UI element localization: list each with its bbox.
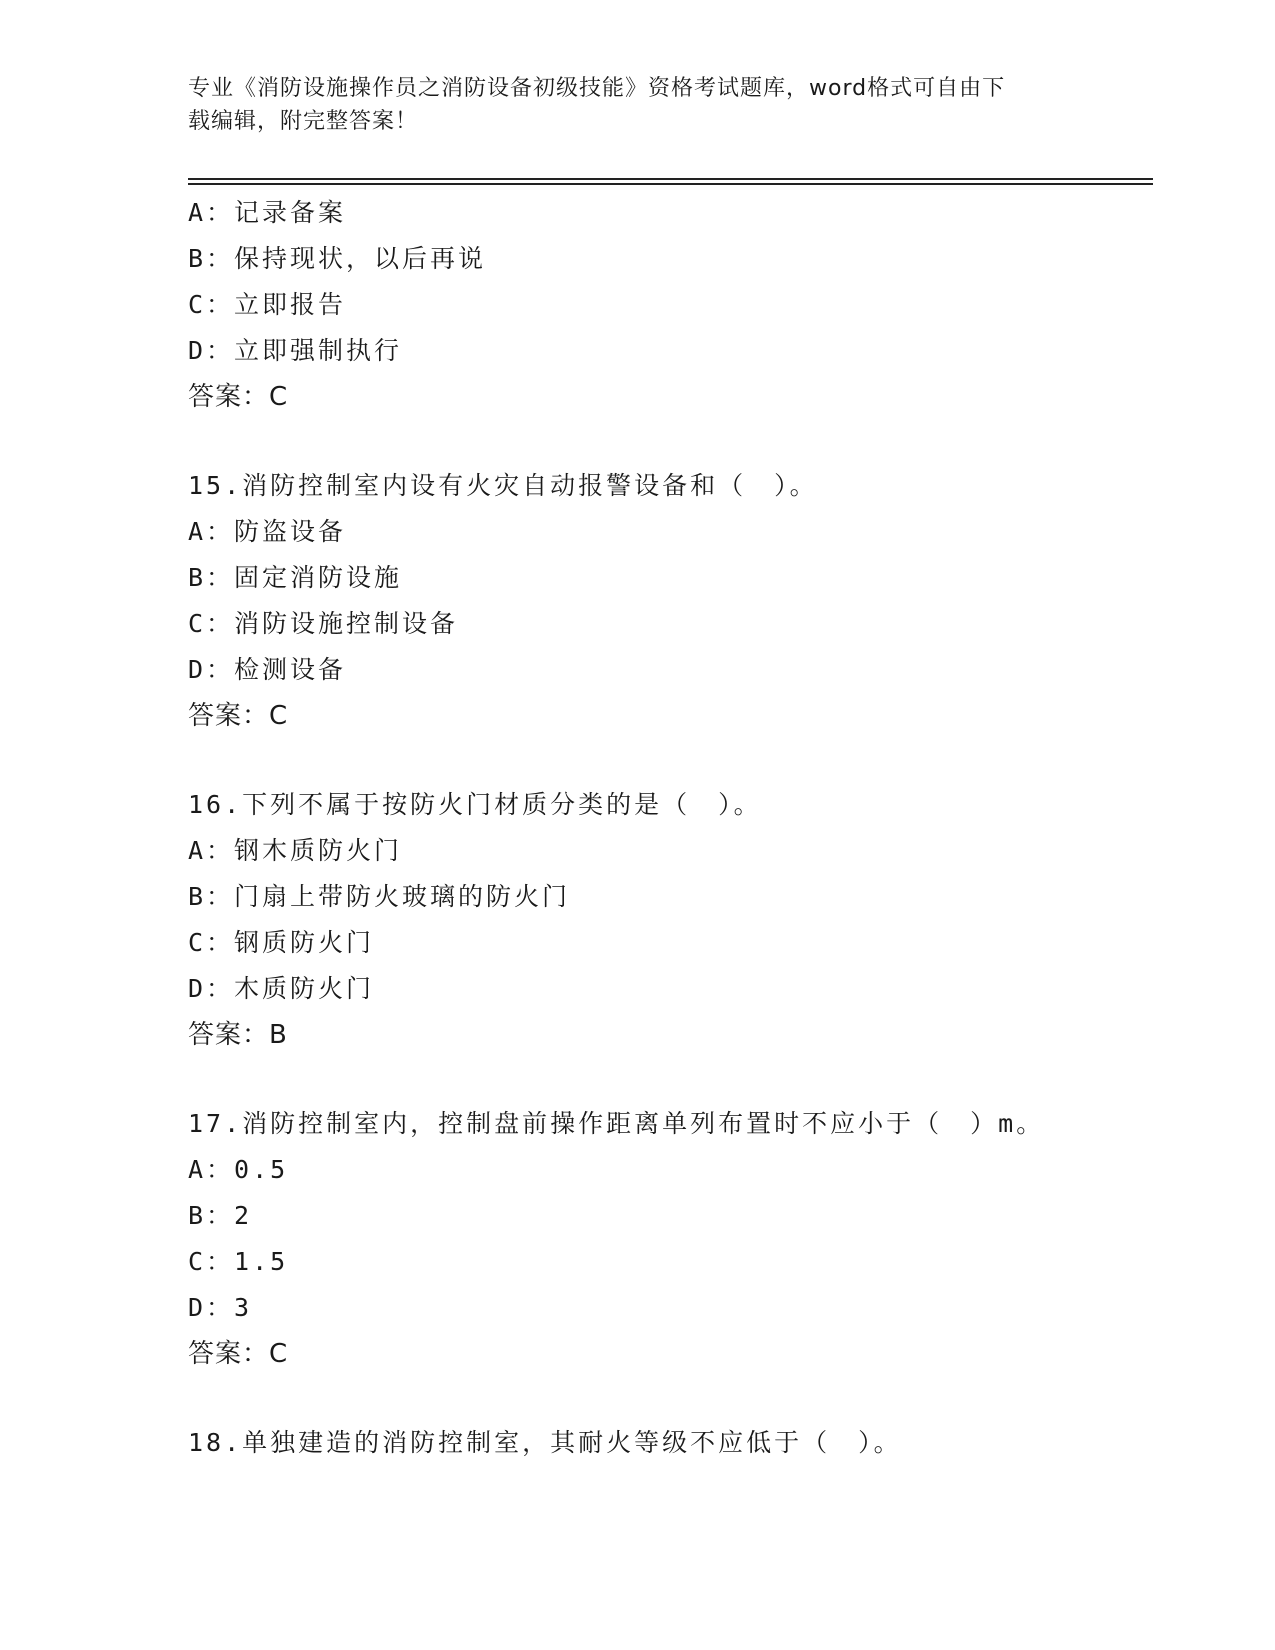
- spacer: [188, 739, 1148, 782]
- question-text: 18.单独建造的消防控制室，其耐火等级不应低于（ ）。: [188, 1428, 902, 1457]
- option-a: A：钢木质防火门: [188, 836, 403, 865]
- header-line-2: 载编辑，附完整答案！: [188, 109, 419, 134]
- answer-line: 答案：C: [188, 1339, 289, 1369]
- option-c: C：1.5: [188, 1247, 289, 1276]
- spacer: [188, 1058, 1148, 1101]
- spacer: [188, 1377, 1148, 1420]
- option-d: D：木质防火门: [188, 974, 375, 1003]
- option-d: D：立即强制执行: [188, 336, 403, 365]
- option-a: A：记录备案: [188, 198, 347, 227]
- spacer: [188, 420, 1148, 463]
- option-b: B：固定消防设施: [188, 563, 403, 592]
- question-text: 16.下列不属于按防火门材质分类的是（ ）。: [188, 790, 762, 819]
- option-a: A：防盗设备: [188, 517, 347, 546]
- header-line-1: 专业《消防设施操作员之消防设备初级技能》资格考试题库，word格式可自由下: [188, 76, 1006, 101]
- question-list: [188, 190, 1148, 1466]
- question-text: 17.消防控制室内，控制盘前操作距离单列布置时不应小于（ ）m。: [188, 1109, 1045, 1138]
- option-c: C：立即报告: [188, 290, 347, 319]
- question-16: [188, 782, 1148, 1058]
- document-header: [188, 72, 1068, 138]
- question-15: [188, 463, 1148, 739]
- option-c: C：消防设施控制设备: [188, 609, 459, 638]
- answer-line: 答案：C: [188, 382, 289, 412]
- question-text: 15.消防控制室内设有火灾自动报警设备和（ ）。: [188, 471, 818, 500]
- option-c: C：钢质防火门: [188, 928, 375, 957]
- option-a: A：0.5: [188, 1155, 289, 1184]
- option-b: B：门扇上带防火玻璃的防火门: [188, 882, 571, 911]
- answer-line: 答案：C: [188, 701, 289, 731]
- option-b: B：保持现状，以后再说: [188, 244, 487, 273]
- question-14-fragment: [188, 190, 1148, 420]
- question-18: [188, 1420, 1148, 1466]
- answer-line: 答案：B: [188, 1020, 288, 1050]
- option-d: D：3: [188, 1293, 253, 1322]
- option-b: B：2: [188, 1201, 253, 1230]
- option-d: D：检测设备: [188, 655, 347, 684]
- header-divider-top: [188, 178, 1153, 180]
- header-divider-bottom: [188, 183, 1153, 185]
- question-17: [188, 1101, 1148, 1377]
